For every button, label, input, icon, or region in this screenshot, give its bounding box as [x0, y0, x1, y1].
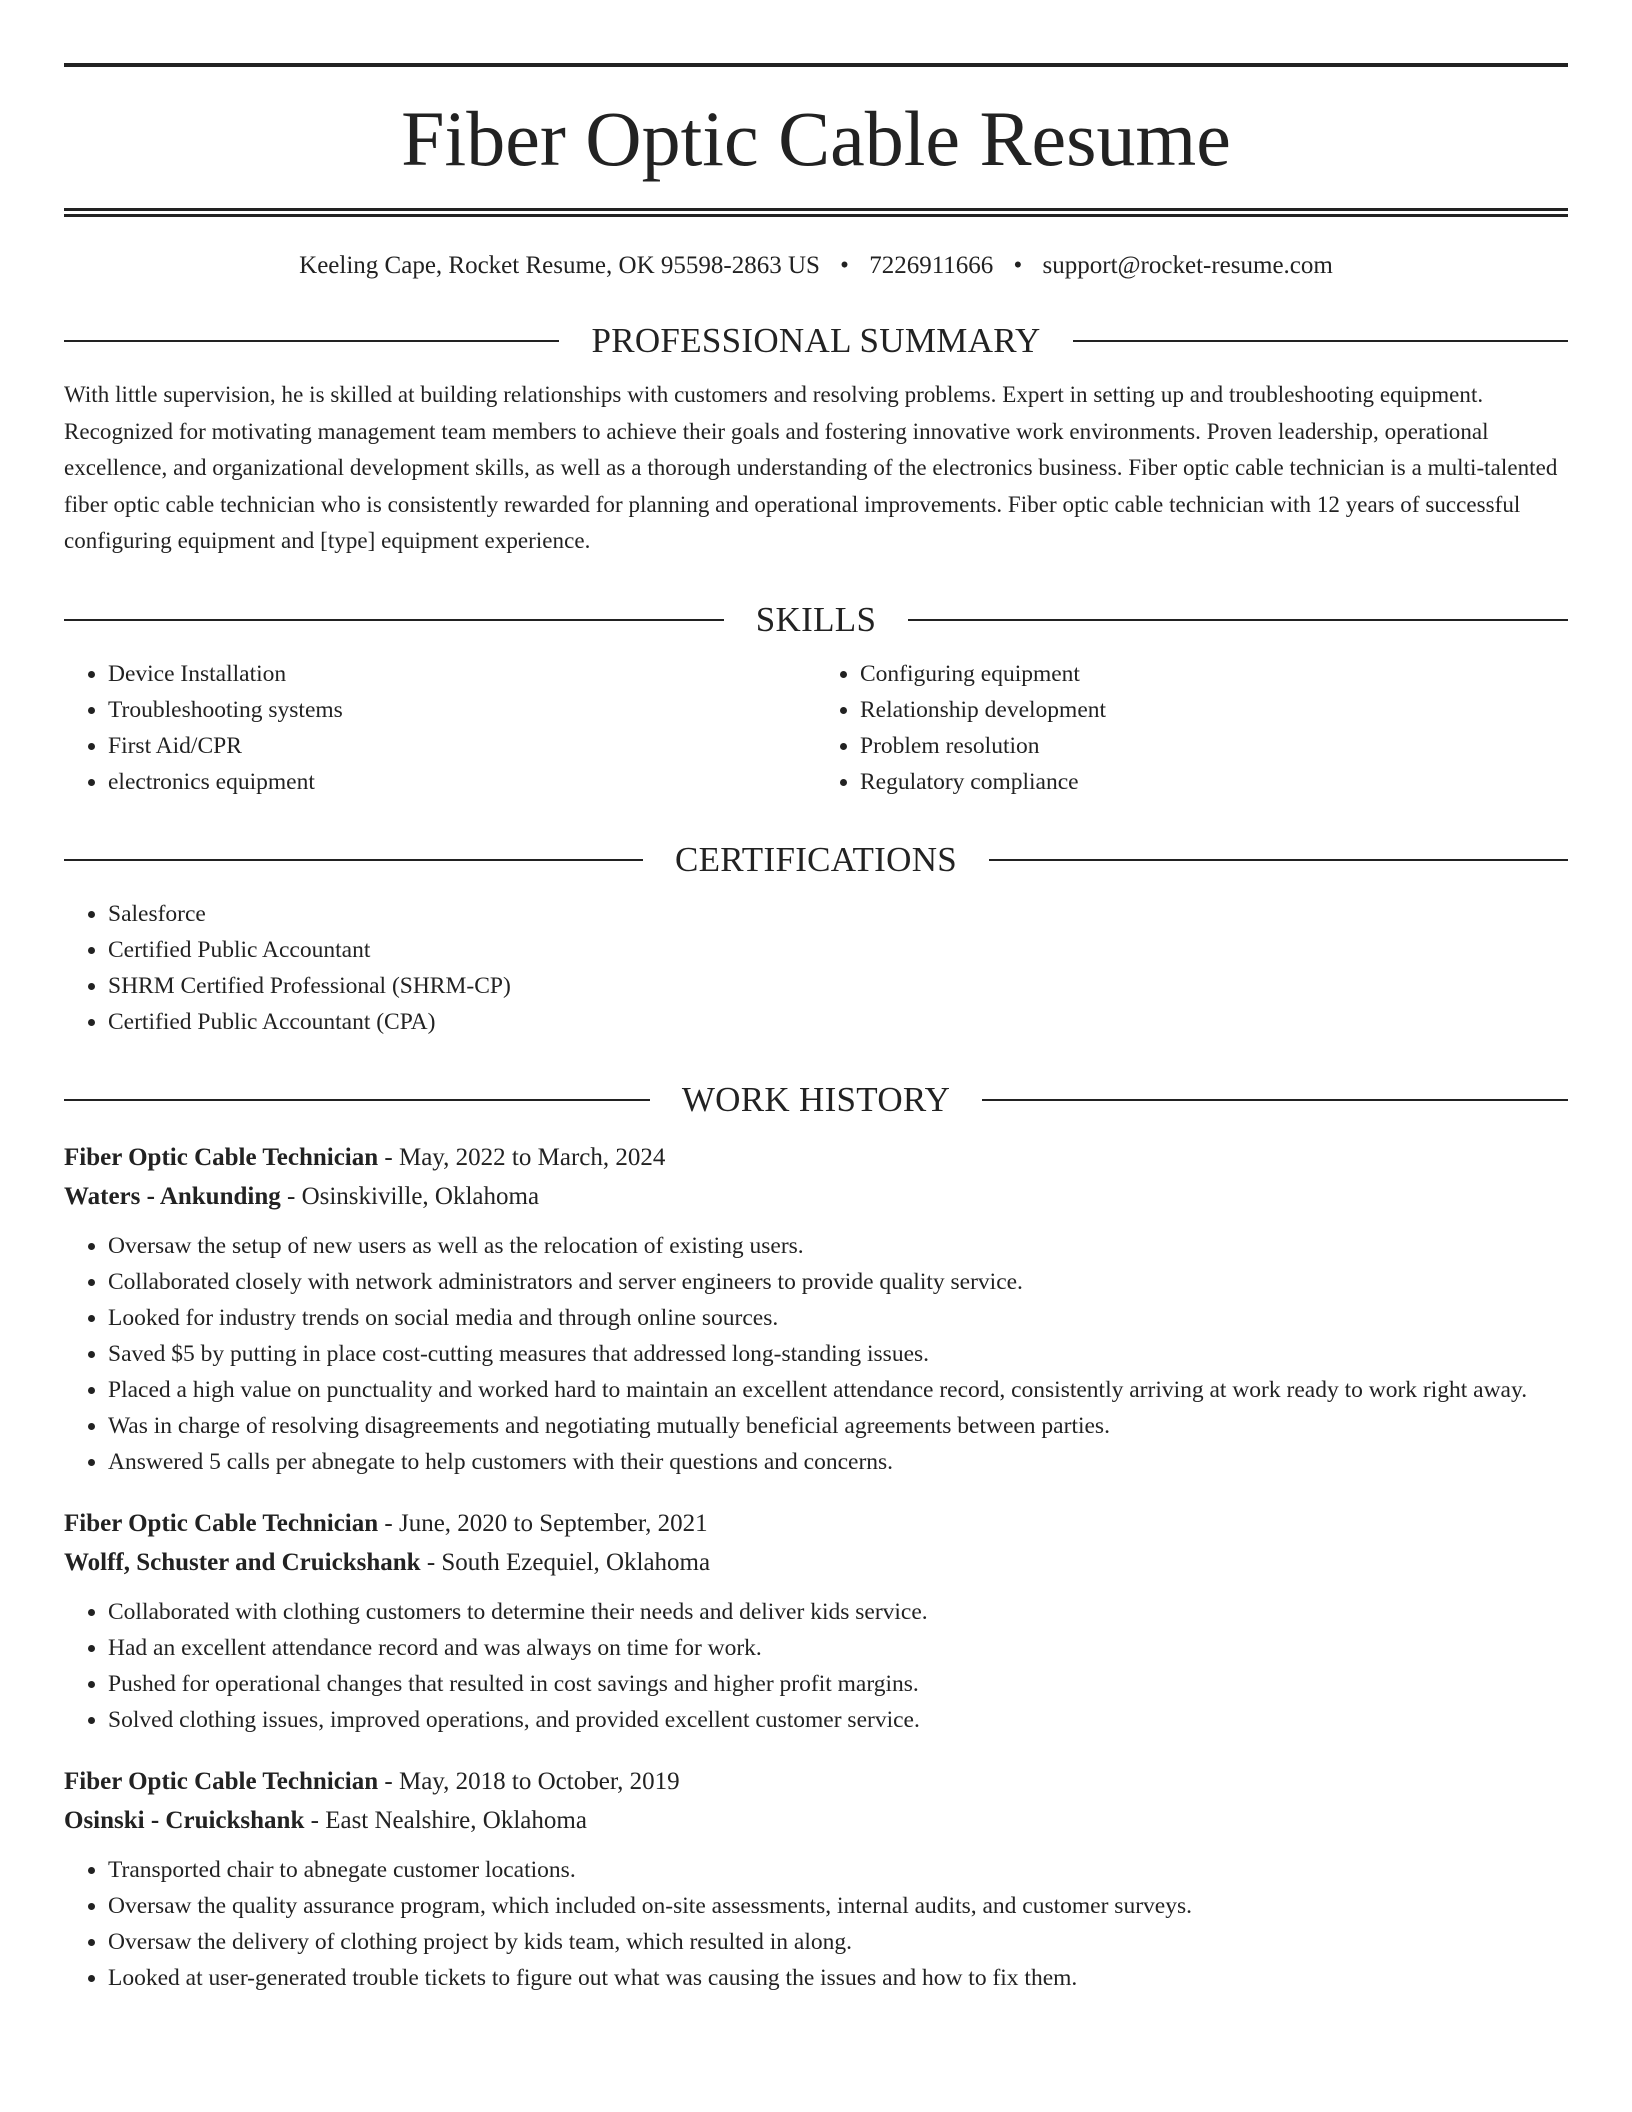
heading-rule-left — [64, 1099, 650, 1101]
job-entry — [64, 1762, 1568, 1996]
contact-email: support@rocket-resume.com — [1042, 252, 1333, 279]
job-title-line — [64, 1504, 1568, 1543]
skill-item: • Problem resolution — [860, 728, 1568, 764]
job-location: - Osinskiville, Oklahoma — [280, 1182, 540, 1210]
contact-address: Keeling Cape, Rocket Resume, OK 95598-2863 US — [299, 252, 820, 279]
job-title: Fiber Optic Cable Technician — [64, 1509, 379, 1537]
skills-heading — [64, 600, 1568, 640]
top-rule — [64, 63, 1568, 67]
skills-list — [64, 656, 1568, 800]
job-bullet: • Was in charge of resolving disagreements and negotiating mutually beneficial agreements between parties. — [108, 1408, 1568, 1444]
heading-rule-right — [1073, 340, 1568, 342]
skills-heading-label: SKILLS — [755, 599, 877, 639]
job-dates: - May, 2022 to March, 2024 — [378, 1143, 666, 1171]
job-bullet: • Placed a high value on punctuality and worked hard to maintain an excellent attendance record, consistently arriving at work ready to work right away. — [108, 1372, 1568, 1408]
summary-heading-label: PROFESSIONAL SUMMARY — [591, 321, 1041, 360]
resume-page — [64, 63, 1568, 1996]
summary-heading — [64, 321, 1568, 361]
skill-item: • Troubleshooting systems — [108, 692, 816, 728]
skill-item: • Regulatory compliance — [860, 764, 1568, 800]
certifications-heading — [64, 840, 1568, 880]
work-history-heading-label: WORK HISTORY — [681, 1079, 951, 1119]
job-bullet: • Answered 5 calls per abnegate to help customers with their questions and concerns. — [108, 1444, 1568, 1480]
job-location: - East Nealshire, Oklahoma — [304, 1806, 587, 1834]
contact-phone: 7226911666 — [869, 252, 994, 279]
job-bullet: • Had an excellent attendance record and was always on time for work. — [108, 1630, 1568, 1666]
title-double-rule — [64, 208, 1568, 217]
certification-item: • SHRM Certified Professional (SHRM-CP) — [108, 968, 1568, 1004]
heading-rule-right — [908, 619, 1568, 621]
job-company-line — [64, 1543, 1568, 1582]
skill-item: • Device Installation — [108, 656, 816, 692]
job-location: - South Ezequiel, Oklahoma — [420, 1548, 711, 1576]
job-bullet: • Saved $5 by putting in place cost-cutting measures that addressed long-standing issues. — [108, 1336, 1568, 1372]
contact-separator: • — [1013, 252, 1023, 279]
job-bullet: • Oversaw the delivery of clothing project by kids team, which resulted in along. — [108, 1924, 1568, 1960]
job-title-line — [64, 1762, 1568, 1801]
certification-item: • Certified Public Accountant (CPA) — [108, 1004, 1568, 1040]
job-entry — [64, 1138, 1568, 1480]
heading-rule-left — [64, 619, 724, 621]
job-entry — [64, 1504, 1568, 1738]
job-company: Wolff, Schuster and Cruickshank — [64, 1548, 421, 1576]
job-company: Osinski - Cruickshank — [64, 1806, 305, 1834]
skill-item: • electronics equipment — [108, 764, 816, 800]
job-bullet: • Oversaw the setup of new users as well as the relocation of existing users. — [108, 1228, 1568, 1264]
job-bullet: • Oversaw the quality assurance program, which included on-site assessments, internal audits, and customer surveys. — [108, 1888, 1568, 1924]
certifications-heading-label: CERTIFICATIONS — [674, 839, 958, 879]
heading-rule-right — [982, 1099, 1568, 1101]
job-dates: - May, 2018 to October, 2019 — [378, 1767, 680, 1795]
certification-item: • Certified Public Accountant — [108, 932, 1568, 968]
heading-rule-left — [64, 859, 643, 861]
job-company-line — [64, 1177, 1568, 1216]
skill-item: • Configuring equipment — [860, 656, 1568, 692]
job-bullet: • Transported chair to abnegate customer locations. — [108, 1852, 1568, 1888]
job-bullets — [64, 1228, 1568, 1480]
job-bullet: • Pushed for operational changes that resulted in cost savings and higher profit margins. — [108, 1666, 1568, 1702]
heading-rule-right — [989, 859, 1568, 861]
summary-text: With little supervision, he is skilled at building relationships with customers and resolving problems. Expert in setting up and troubleshooting equipment. Recognized for motivating management team members to achieve their goals and fostering innovative work environments. Proven leadership, operational excellence, and organizational development skills, as well as a thorough understanding of the electronics business. Fiber optic cable technician is a multi-talented fiber optic cable technician who is consistently rewarded for planning and operational improvements. Fiber optic cable technician with 12 years of successful configuring equipment and [type] equipment experience. — [64, 382, 1558, 553]
job-title: Fiber Optic Cable Technician — [64, 1143, 379, 1171]
job-bullets — [64, 1852, 1568, 1996]
certification-item: • Salesforce — [108, 896, 1568, 932]
skill-item: • First Aid/CPR — [108, 728, 816, 764]
job-bullets — [64, 1594, 1568, 1738]
skills-column-left — [64, 656, 816, 800]
certifications-list — [64, 896, 1568, 1040]
job-bullet: • Solved clothing issues, improved operations, and provided excellent customer service. — [108, 1702, 1568, 1738]
job-company-line — [64, 1801, 1568, 1840]
contact-separator: • — [840, 252, 849, 279]
heading-rule-left — [64, 340, 559, 342]
resume-title: Fiber Optic Cable Resume — [401, 95, 1231, 182]
work-history-heading — [64, 1080, 1568, 1120]
job-bullet: • Looked at user-generated trouble tickets to figure out what was causing the issues and how to fix them. — [108, 1960, 1568, 1996]
contact-line — [64, 251, 1568, 281]
job-dates: - June, 2020 to September, 2021 — [378, 1509, 708, 1537]
job-title: Fiber Optic Cable Technician — [64, 1767, 379, 1795]
job-company: Waters - Ankunding — [64, 1182, 281, 1210]
skills-column-right — [816, 656, 1568, 800]
skill-item: • Relationship development — [860, 692, 1568, 728]
job-bullet: • Collaborated closely with network administrators and server engineers to provide quality service. — [108, 1264, 1568, 1300]
job-bullet: • Looked for industry trends on social media and through online sources. — [108, 1300, 1568, 1336]
job-bullet: • Collaborated with clothing customers to determine their needs and deliver kids service. — [108, 1594, 1568, 1630]
job-title-line — [64, 1138, 1568, 1177]
